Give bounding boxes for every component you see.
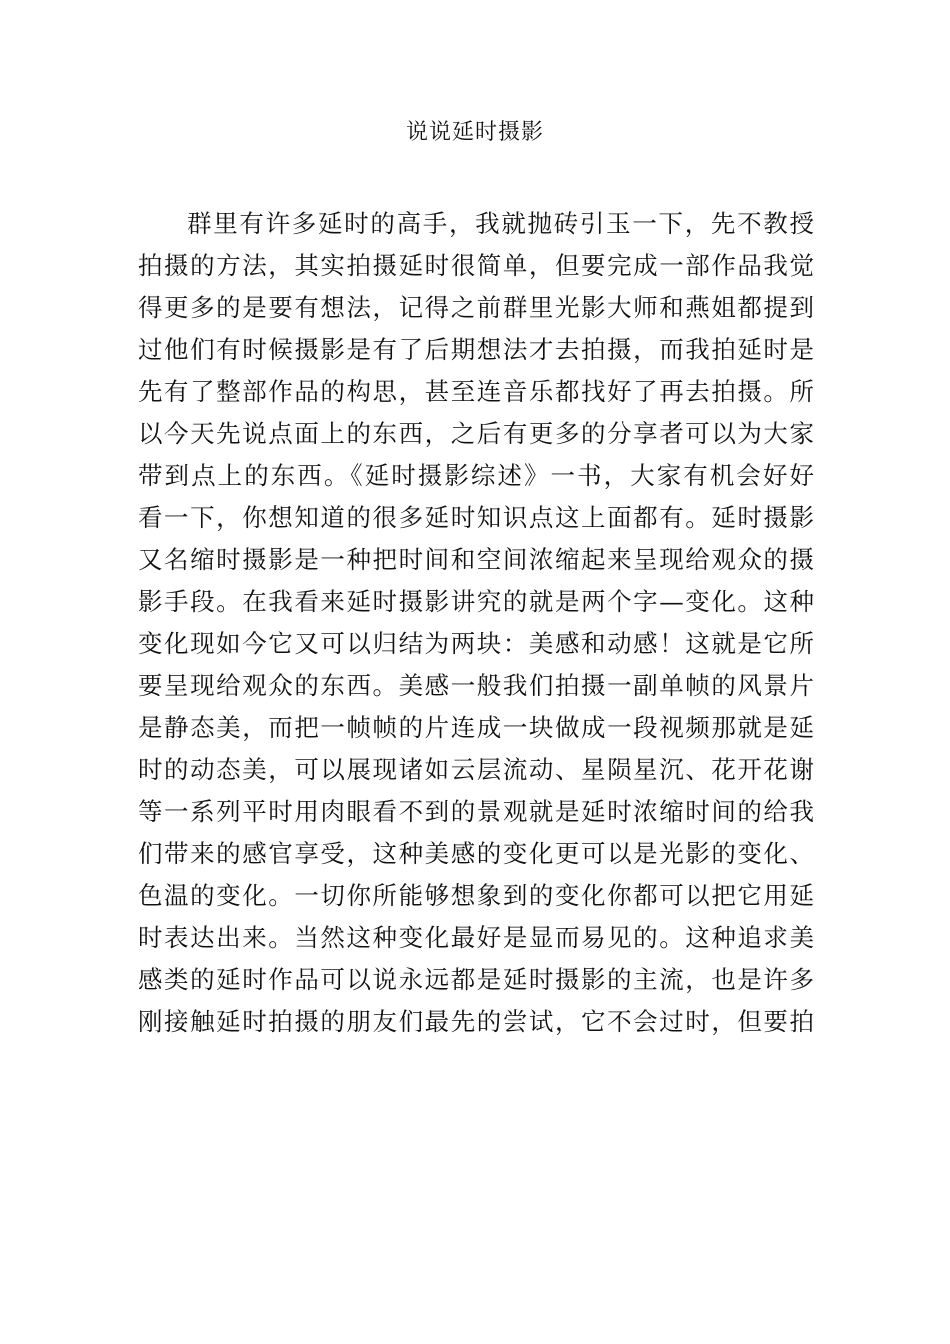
paragraph-line: 等一系列平时用肉眼看不到的景观就是延时浓缩时间的给我 xyxy=(138,797,814,826)
paragraph-line: 刚接触延时拍摄的朋友们最先的尝试，它不会过时，但要拍 xyxy=(138,1007,814,1036)
paragraph-line: 以今天先说点面上的东西，之后有更多的分享者可以为大家 xyxy=(138,419,814,448)
paragraph-line: 们带来的感官享受，这种美感的变化更可以是光影的变化、 xyxy=(138,839,814,868)
paragraph-line: 过他们有时候摄影是有了后期想法才去拍摄，而我拍延时是 xyxy=(138,335,814,364)
paragraph-line: 变化现如今它又可以归结为两块：美感和动感！这就是它所 xyxy=(138,629,814,658)
paragraph-line: 色温的变化。一切你所能够想象到的变化你都可以把它用延 xyxy=(138,881,814,910)
paragraph-line: 感类的延时作品可以说永远都是延时摄影的主流，也是许多 xyxy=(138,965,814,994)
paragraph-line: 时的动态美，可以展现诸如云层流动、星陨星沉、花开花谢 xyxy=(138,755,814,784)
paragraph-line: 拍摄的方法，其实拍摄延时很简单，但要完成一部作品我觉 xyxy=(138,251,814,280)
paragraph-line: 带到点上的东西。《延时摄影综述》一书，大家有机会好好 xyxy=(138,461,814,490)
paragraph-line: 群里有许多延时的高手，我就抛砖引玉一下，先不教授 xyxy=(187,209,814,238)
document-body xyxy=(138,203,814,1043)
paragraph-line: 又名缩时摄影是一种把时间和空间浓缩起来呈现给观众的摄 xyxy=(138,545,814,574)
paragraph-line: 看一下，你想知道的很多延时知识点这上面都有。延时摄影 xyxy=(138,503,814,532)
paragraph-line: 得更多的是要有想法，记得之前群里光影大师和燕姐都提到 xyxy=(138,293,814,322)
paragraph-line: 是静态美，而把一帧帧的片连成一块做成一段视频那就是延 xyxy=(138,713,814,742)
paragraph-line: 时表达出来。当然这种变化最好是显而易见的。这种追求美 xyxy=(138,923,814,952)
paragraph-line: 影手段。在我看来延时摄影讲究的就是两个字—变化。这种 xyxy=(138,587,814,616)
paragraph-line: 先有了整部作品的构思，甚至连音乐都找好了再去拍摄。所 xyxy=(138,377,814,406)
paragraph-line: 要呈现给观众的东西。美感一般我们拍摄一副单帧的风景片 xyxy=(138,671,814,700)
document-title: 说说延时摄影 xyxy=(405,120,544,145)
